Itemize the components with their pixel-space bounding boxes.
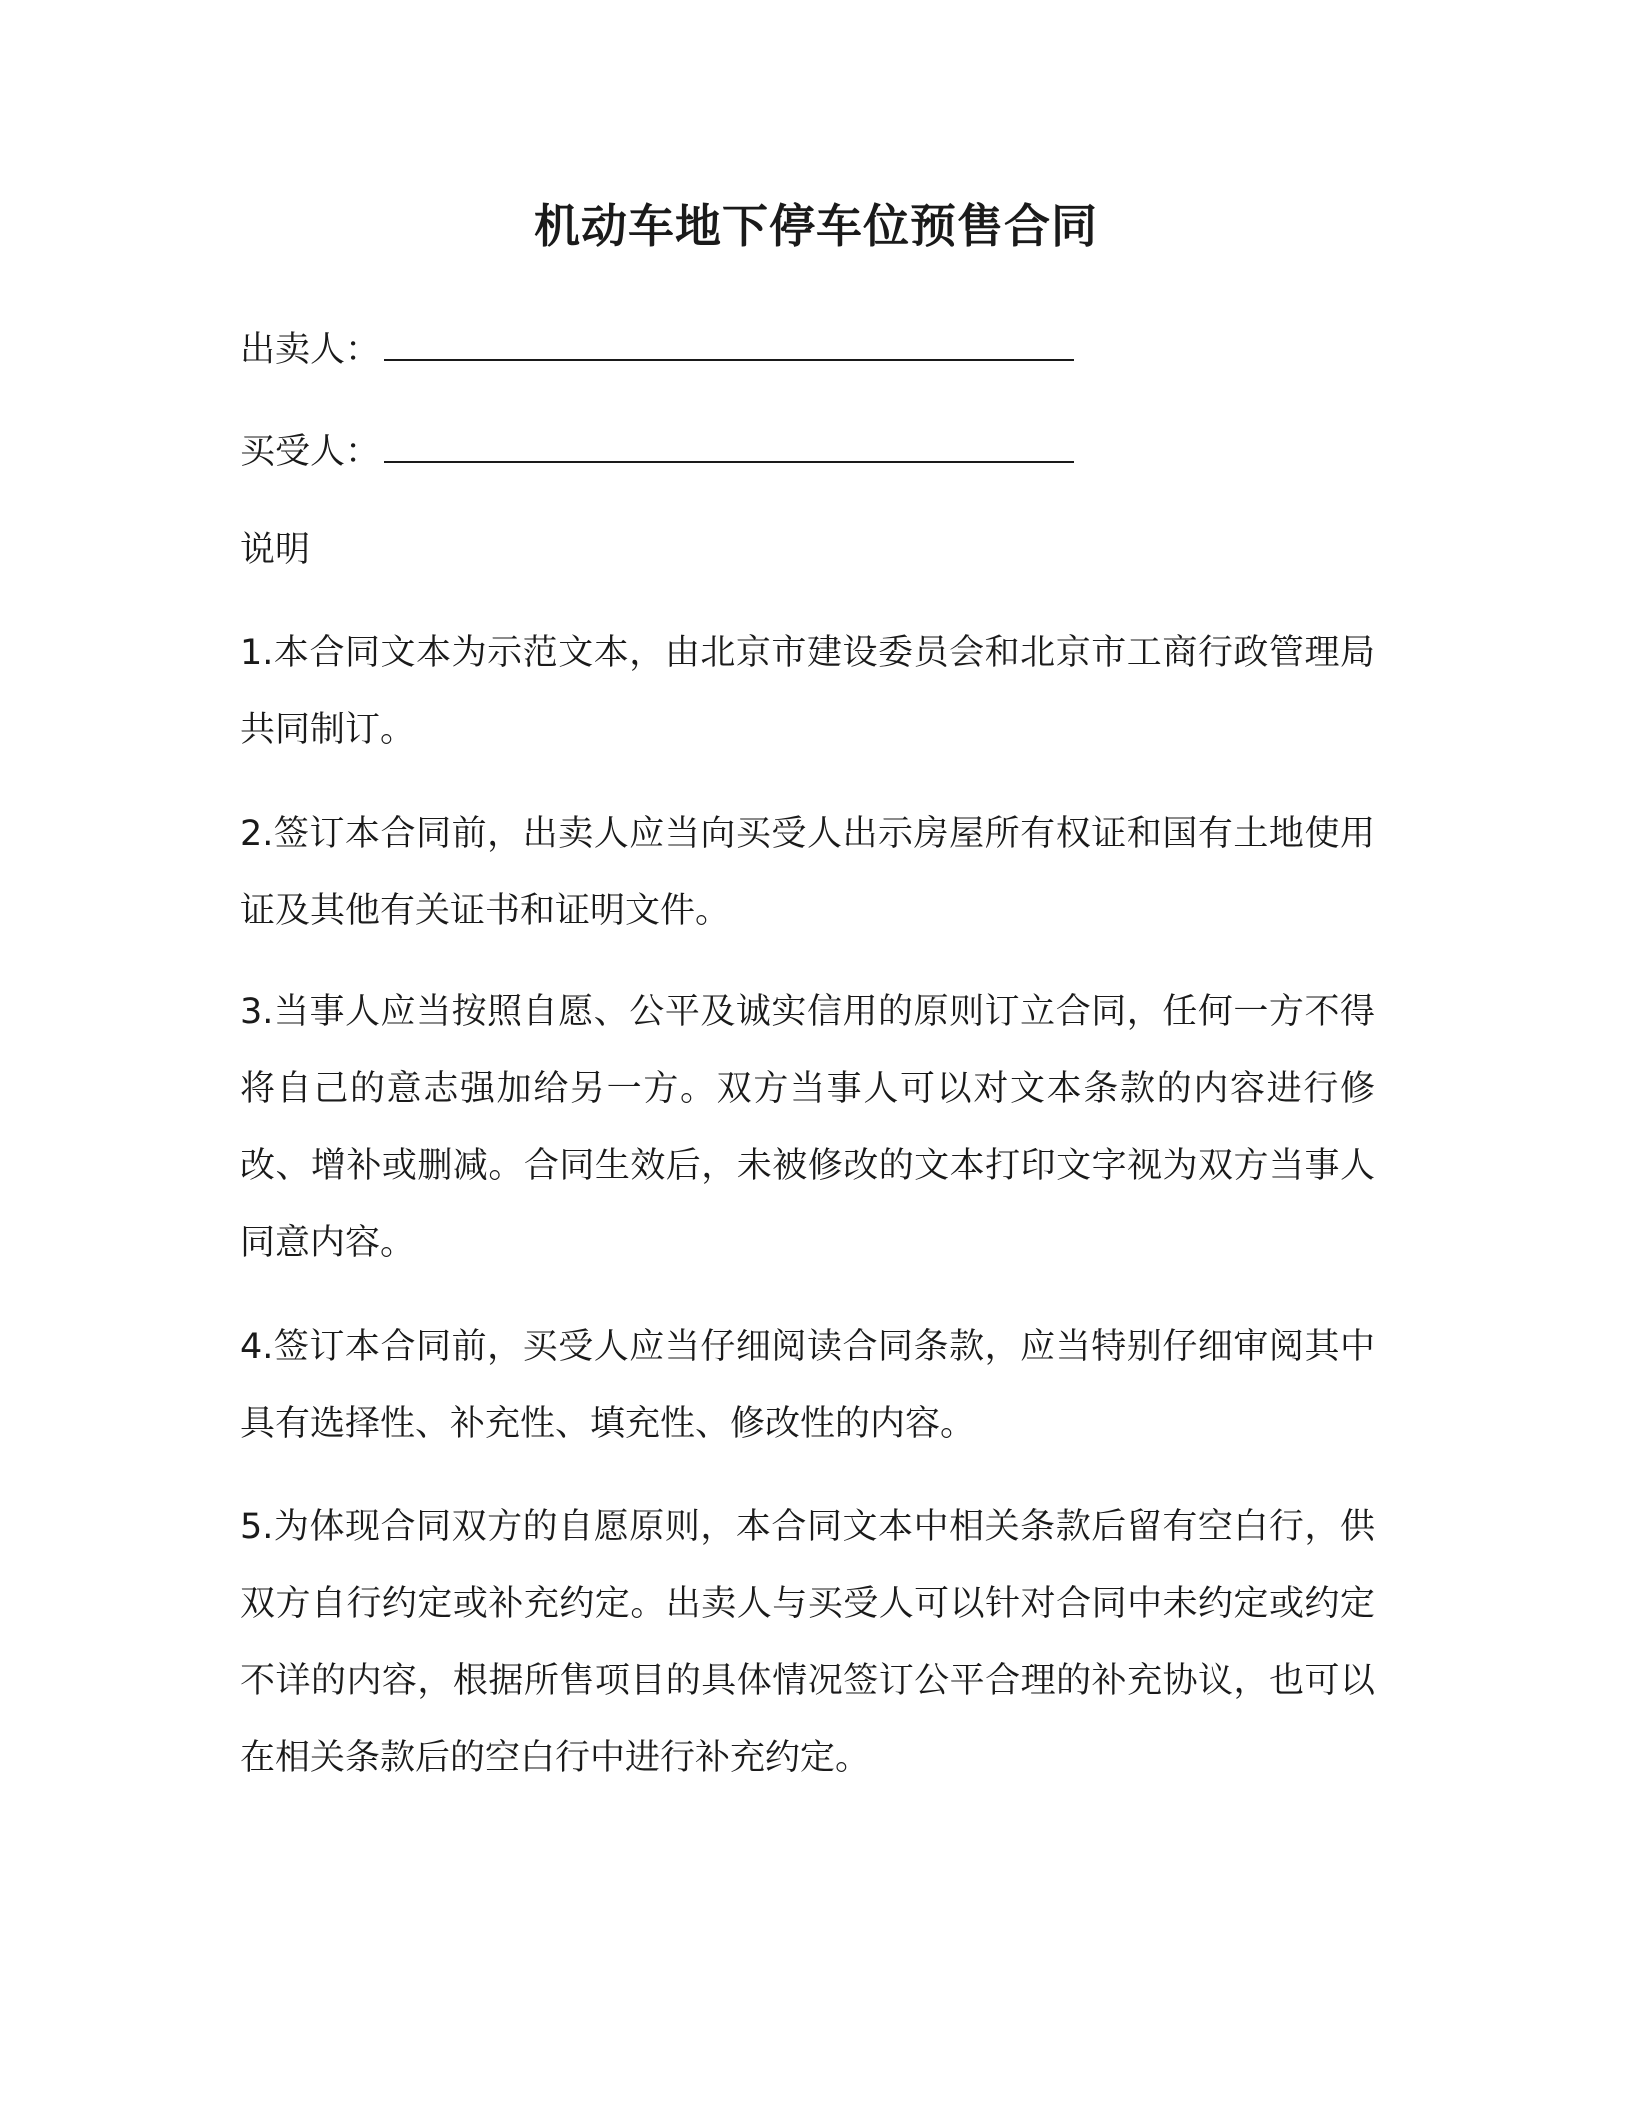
- paragraph-5: 5.为体现合同双方的自愿原则，本合同文本中相关条款后留有空白行，供双方自行约定或补充约定。出卖人与买受人可以针对合同中未约定或约定不详的内容，根据所售项目的具体情况签订公平合理的补充协议，也可以在相关条款后的空白行中进行补充约定。: [240, 1507, 1375, 1778]
- paragraph-4: 4.签订本合同前，买受人应当仔细阅读合同条款，应当特别仔细审阅其中具有选择性、补充性、填充性、修改性的内容。: [240, 1327, 1375, 1444]
- paragraph-2: 2.签订本合同前，出卖人应当向买受人出示房屋所有权证和国有土地使用证及其他有关证书和证明文件。: [240, 814, 1375, 931]
- seller-blank-line: [384, 329, 1074, 361]
- buyer-label: 买受人：: [240, 432, 381, 472]
- paragraph-1: 1.本合同文本为示范文本，由北京市建设委员会和北京市工商行政管理局共同制订。: [240, 633, 1375, 750]
- buyer-field: [240, 428, 1074, 476]
- document-title: 机动车地下停车位预售合同: [534, 199, 1098, 253]
- paragraph-3: 3.当事人应当按照自愿、公平及诚实信用的原则订立合同，任何一方不得将自己的意志强加给另一方。双方当事人可以对文本条款的内容进行修改、增补或删减。合同生效后，未被修改的文本打印文字视为双方当事人同意内容。: [240, 992, 1375, 1263]
- buyer-blank-line: [384, 431, 1074, 463]
- seller-label: 出卖人：: [240, 330, 381, 370]
- seller-field: [240, 326, 1074, 374]
- section-heading: 说明: [240, 530, 311, 570]
